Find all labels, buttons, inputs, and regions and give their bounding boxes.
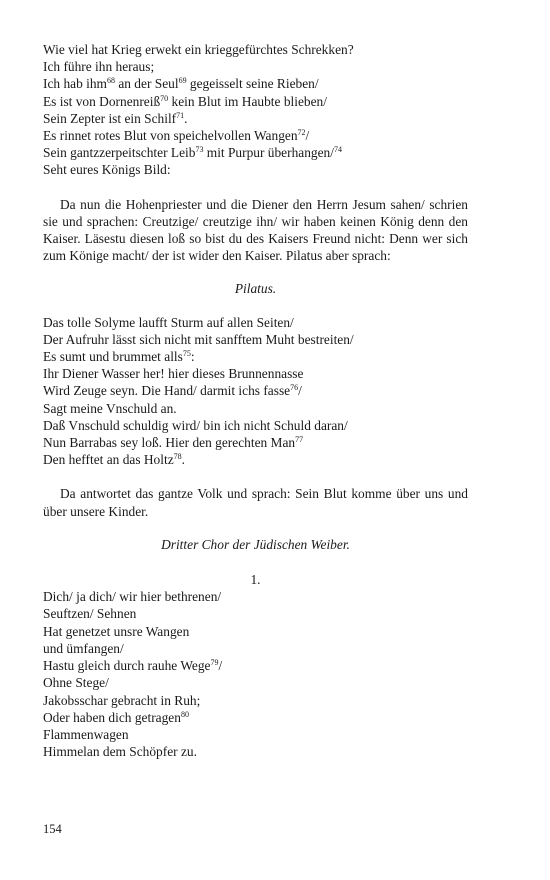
verse-line <box>43 709 468 726</box>
verse-line <box>43 144 468 161</box>
verse-text: Hastu gleich durch rauhe Wege <box>43 658 211 674</box>
verse-text: : <box>190 349 195 365</box>
verse-line: Der Aufruhr lässt sich nicht mit sanfftem Muht bestreiten/ <box>43 331 354 347</box>
verse-text: kein Blut im Haubte blieben/ <box>168 93 327 109</box>
verse-text: Es sumt und brummet alls <box>43 349 183 365</box>
verse-text: . <box>184 110 188 126</box>
verse-line <box>43 382 468 399</box>
footnote-marker: 75 <box>182 349 191 359</box>
footnote-marker: 72 <box>297 128 306 138</box>
verse-text: / <box>218 658 223 674</box>
footnote-marker: 71 <box>176 110 185 120</box>
verse-line: Ich führe ihn heraus; <box>43 59 155 75</box>
verse-line: Daß Vnschuld schuldig wird/ bin ich nicht Schuld daran/ <box>43 417 348 433</box>
spacer <box>43 520 468 536</box>
verse-line: Seht eures Königs Bild: <box>43 162 171 178</box>
page-body <box>43 41 468 760</box>
verse-text: Oder haben dich getragen <box>43 709 181 725</box>
verse-text: Wird Zeuge seyn. Die Hand/ darmit ichs fasse <box>43 383 291 399</box>
page-number: 154 <box>43 822 62 836</box>
verse-line: Das tolle Solyme laufft Sturm auf allen Seiten/ <box>43 314 294 330</box>
verse-text: Es rinnet rotes Blut von speichelvollen Wangen <box>43 128 298 144</box>
verse-block-3 <box>43 588 468 760</box>
verse-line: Sagt meine Vnschuld an. <box>43 400 177 416</box>
verse-line <box>43 110 468 127</box>
verse-line <box>43 127 468 144</box>
verse-line <box>43 75 468 92</box>
verse-line: Jakobsschar gebracht in Ruh; <box>43 692 201 708</box>
verse-line: Ohne Stege/ <box>43 675 109 691</box>
prose-paragraph-1: Da nun die Hohenpriester und die Diener den Herrn Jesum sahen/ schrien sie und sprachen: Creutzige/ creutzige ihn/ wir haben keinen König denn den Kaiser. Läsestu diesen loß so bist du des Kaisers Freund nicht: Denn wer sich zum Könige macht/ der ist wider den Kaiser. Pilatus aber sprach: <box>43 196 468 264</box>
footnote-marker: 77 <box>295 435 304 445</box>
verse-text: Nun Barrabas sey loß. Hier den gerechten Man <box>43 435 296 451</box>
verse-text: Sein gantzzerpeitschter Leib <box>43 145 196 161</box>
verse-line: Seuftzen/ Sehnen <box>43 606 137 622</box>
prose-paragraph-2: Da antwortet das gantze Volk und sprach: Sein Blut komme über uns und über unsere Kinder. <box>43 486 468 519</box>
verse-line <box>43 657 468 674</box>
verse-line: Dich/ ja dich/ wir hier bethrenen/ <box>43 589 222 605</box>
spacer <box>43 468 468 485</box>
verse-line: Himmelan dem Schöpfer zu. <box>43 744 197 760</box>
chorus-heading: Dritter Chor der Jüdischen Weiber. <box>161 536 350 552</box>
spacer <box>43 553 468 571</box>
spacer <box>43 179 468 196</box>
verse-text: Ich hab ihm <box>43 76 107 92</box>
stanza-number: 1. <box>250 572 261 588</box>
footnote-marker: 80 <box>180 709 189 719</box>
verse-line: und ümfangen/ <box>43 640 124 656</box>
verse-block-1 <box>43 41 468 179</box>
verse-text: an der Seul <box>114 76 179 92</box>
verse-text: . <box>181 452 185 468</box>
verse-text: Es ist von Dornenreiß <box>43 93 161 109</box>
verse-line <box>43 93 468 110</box>
footnote-marker: 68 <box>106 76 115 86</box>
verse-line <box>43 451 468 468</box>
verse-text: Sein Zepter ist ein Schilf <box>43 110 177 126</box>
verse-block-2 <box>43 314 468 469</box>
verse-line: Ihr Diener Wasser her! hier dieses Brunnennasse <box>43 366 304 382</box>
verse-text: Den hefftet an das Holtz <box>43 452 174 468</box>
footnote-marker: 74 <box>333 145 342 155</box>
footnote-marker: 69 <box>178 76 187 86</box>
footnote-marker: 76 <box>290 383 299 393</box>
verse-line <box>43 348 468 365</box>
verse-line: Flammenwagen <box>43 726 129 742</box>
footnote-marker: 79 <box>210 658 219 668</box>
verse-text: / <box>305 128 310 144</box>
verse-text: gegeisselt seine Rieben/ <box>186 76 319 92</box>
footnote-marker: 73 <box>195 145 204 155</box>
verse-text: / <box>298 383 302 399</box>
spacer <box>43 298 468 314</box>
footnote-marker: 70 <box>160 93 169 103</box>
verse-line <box>43 434 468 451</box>
footnote-marker: 78 <box>173 452 182 462</box>
verse-line: Wie viel hat Krieg erwekt ein krieggefürchtes Schrekken? <box>43 42 354 57</box>
verse-line: Hat genetzet unsre Wangen <box>43 623 190 639</box>
speaker-heading: Pilatus. <box>234 281 277 297</box>
spacer <box>43 264 468 280</box>
verse-text: mit Purpur überhangen/ <box>203 145 334 161</box>
